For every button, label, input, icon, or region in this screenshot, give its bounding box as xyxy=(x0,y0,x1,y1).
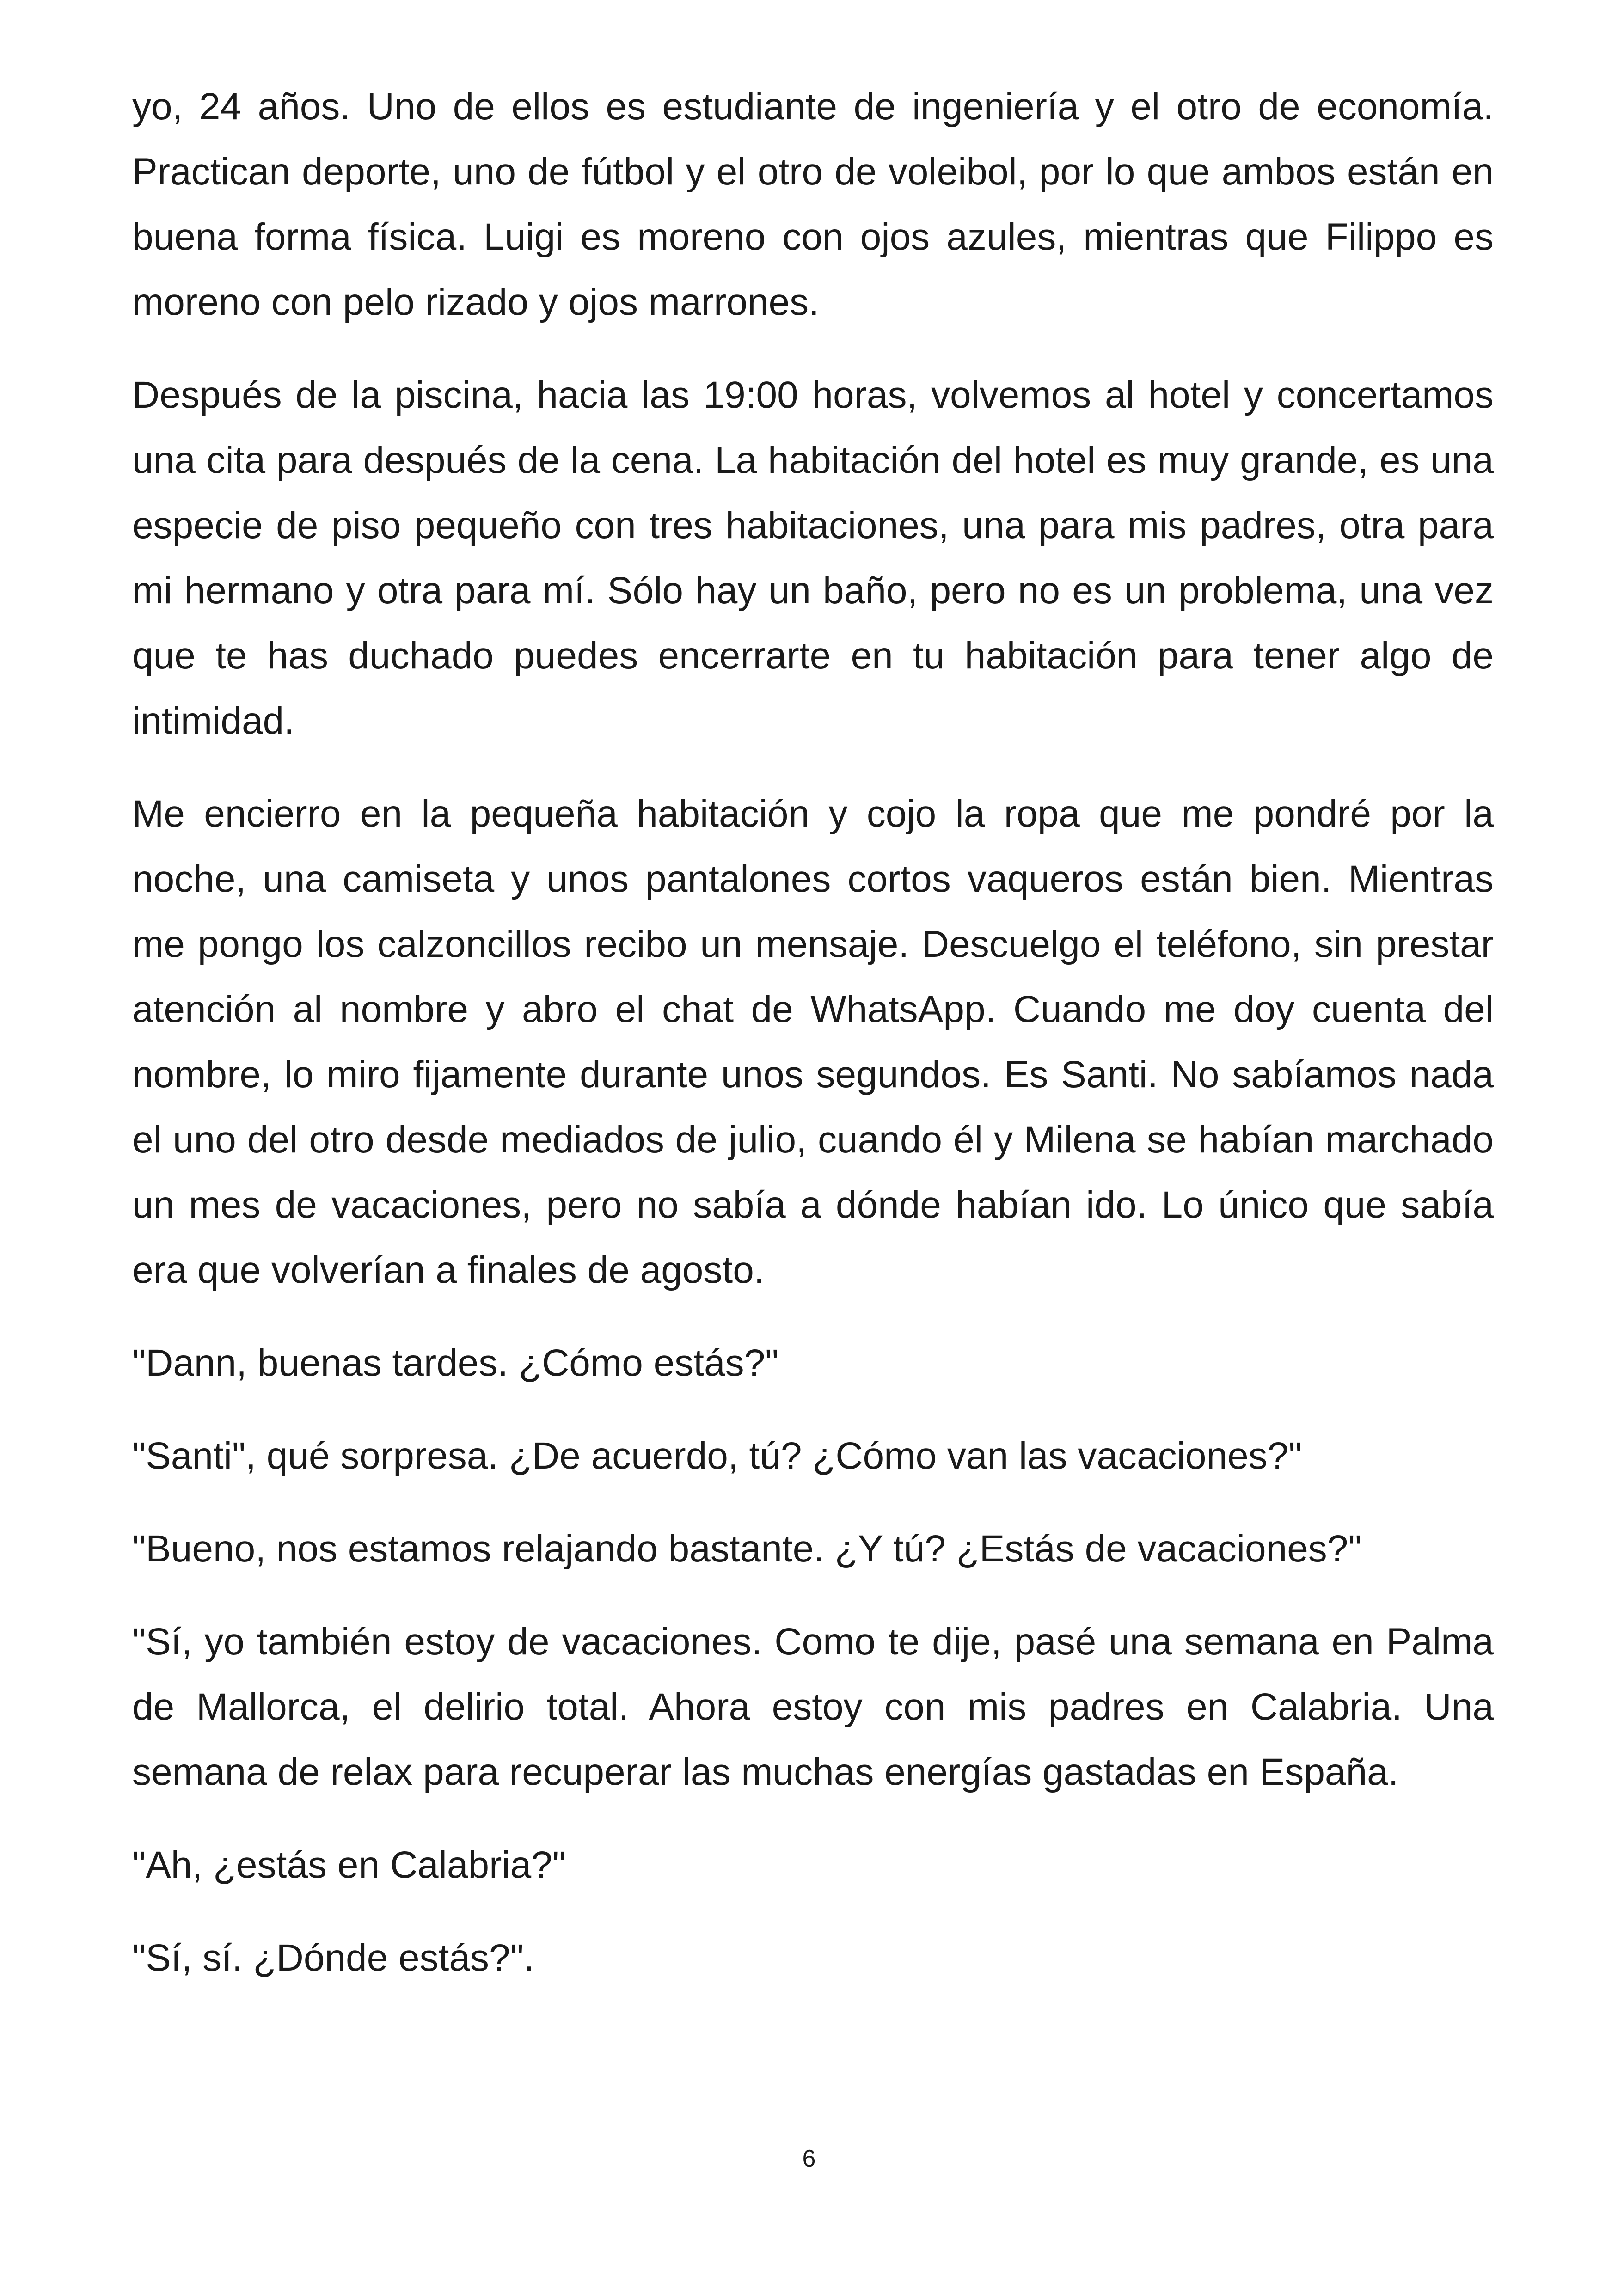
dialogue-line-4: "Sí, yo también estoy de vacaciones. Como te dije, pasé una semana en Palma de Mallorca, el delirio total. Ahora estoy con mis padres en Calabria. Una semana de relax para recuperar las muchas energías gastadas en España. xyxy=(132,1621,1494,1793)
paragraph-3: Me encierro en la pequeña habitación y cojo la ropa que me pondré por la noche, una camiseta y unos pantalones cortos vaqueros están bien. Mientras me pongo los calzoncillos recibo un mensaje. Descuelgo el teléfono, sin prestar atención al nombre y abro el chat de WhatsApp. Cuando me doy cuenta del nombre, lo miro fijamente durante unos segundos. Es Santi. No sabíamos nada el uno del otro desde mediados de julio, cuando él y Milena se habían marchado un mes de vacaciones, pero no sabía a dónde habían ido. Lo único que sabía era que volverían a finales de agosto. xyxy=(132,793,1494,1291)
body-text xyxy=(132,74,1494,2018)
dialogue-line-6: "Sí, sí. ¿Dónde estás?". xyxy=(132,1937,534,1979)
dialogue-line-3: "Bueno, nos estamos relajando bastante. ¿Y tú? ¿Estás de vacaciones?" xyxy=(132,1528,1362,1570)
dialogue-line-1: "Dann, buenas tardes. ¿Cómo estás?" xyxy=(132,1342,779,1384)
dialogue-line-2: "Santi", qué sorpresa. ¿De acuerdo, tú? ¿Cómo van las vacaciones?" xyxy=(132,1435,1302,1477)
page-number: 6 xyxy=(802,2145,816,2172)
paragraph-1: yo, 24 años. Uno de ellos es estudiante de ingeniería y el otro de economía. Practican deporte, uno de fútbol y el otro de voleibol, por lo que ambos están en buena forma física. Luigi es moreno con ojos azules, mientras que Filippo es moreno con pelo rizado y ojos marrones. xyxy=(132,86,1494,323)
paragraph-2: Después de la piscina, hacia las 19:00 horas, volvemos al hotel y concertamos una cita para después de la cena. La habitación del hotel es muy grande, es una especie de piso pequeño con tres habitaciones, una para mis padres, otra para mi hermano y otra para mí. Sólo hay un baño, pero no es un problema, una vez que te has duchado puedes encerrarte en tu habitación para tener algo de intimidad. xyxy=(132,374,1494,742)
dialogue-line-5: "Ah, ¿estás en Calabria?" xyxy=(132,1844,566,1886)
